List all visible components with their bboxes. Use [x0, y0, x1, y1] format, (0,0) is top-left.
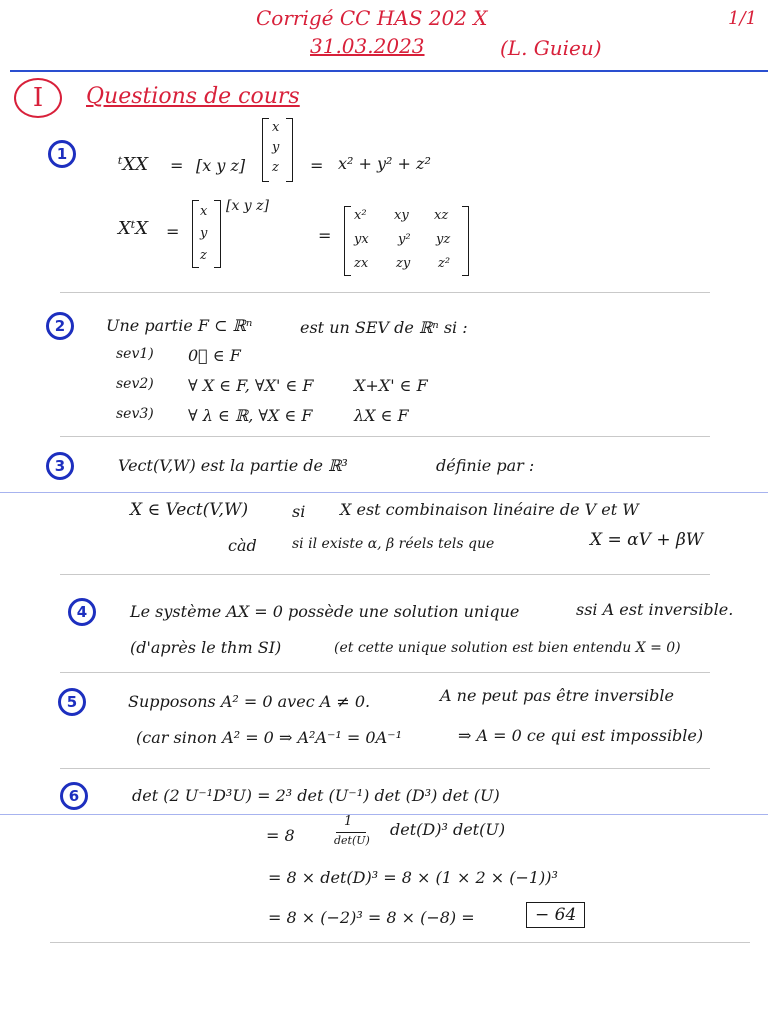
q1-eq-b: =: [310, 156, 324, 175]
divider-q1: [60, 292, 710, 293]
question-1-number: 1: [48, 140, 76, 168]
divider-q4: [60, 672, 710, 673]
q1-row-vector: [x y z]: [196, 156, 246, 175]
q6-line3: = 8 × det(D)³ = 8 × (1 × 2 × (−1))³: [268, 868, 558, 887]
divider-q2: [60, 436, 710, 437]
q6-frac-num: 1: [344, 814, 353, 829]
q1-m31: zx: [354, 256, 369, 271]
q5-line2-b: ⇒ A = 0 ce qui est impossible): [458, 726, 704, 745]
q2-tag-3: sev3): [116, 406, 154, 422]
q2-cond-2: ∀ X ∈ F, ∀X' ∈ F: [188, 376, 314, 395]
q2-cond-1: 0⃗ ∈ F: [188, 346, 241, 365]
q1-eq-d: =: [318, 226, 332, 245]
q3-line2-a: X ∈ Vect(V,W): [130, 500, 249, 520]
q2-tag-1: sev1): [116, 346, 154, 362]
question-3-number: 3: [46, 452, 74, 480]
question-2-number: 2: [46, 312, 74, 340]
q1-col2-x: x: [200, 204, 208, 219]
q3-line3-b: si il existe α, β réels tels que: [292, 536, 495, 552]
q1-lhs: ᵗXX: [118, 154, 149, 175]
q1-result: x² + y² + z²: [338, 154, 431, 173]
q2-cond-3: ∀ λ ∈ ℝ, ∀X ∈ F: [188, 406, 313, 425]
section-numeral: I: [14, 78, 62, 118]
q1-col2-bracket-left: [192, 200, 199, 268]
q2-tag-2: sev2): [116, 376, 154, 392]
q3-line1-a: Vect(V,W) est la partie de ℝ³: [118, 456, 348, 475]
q2-concl-2: X+X' ∈ F: [354, 376, 428, 395]
q6-final-answer: − 64: [526, 902, 585, 928]
header-date: 31.03.2023: [310, 34, 425, 58]
q1-m13: xz: [434, 208, 449, 223]
q5-line1-b: A ne peut pas être inversible: [440, 686, 674, 705]
q3-line1-b: définie par :: [436, 456, 535, 475]
q1-col2-y: y: [200, 226, 208, 241]
q1-row-vector-2: [x y z]: [226, 198, 270, 214]
page-number: 1/1: [728, 8, 757, 29]
page-fold-line-2: [0, 814, 768, 815]
q5-line1-a: Supposons A² = 0 avec A ≠ 0.: [128, 692, 371, 711]
header-title: Corrigé CC HAS 202 X: [256, 6, 488, 30]
q3-line2-c: X est combinaison linéaire de V et W: [340, 500, 639, 519]
page-fold-line-1: [0, 492, 768, 493]
q2-concl-3: λX ∈ F: [354, 406, 409, 425]
q6-line2-b: det(D)³ det(U): [390, 820, 506, 839]
q1-col-x: x: [272, 120, 280, 135]
q3-line3-a: càd: [228, 536, 257, 555]
q1-col-bracket-left: [262, 118, 269, 182]
q1-matrix-bracket-right: [462, 206, 469, 276]
q3-line3-c: X = αV + βW: [590, 530, 704, 550]
q1-col2-z: z: [200, 248, 207, 263]
q1-m33: z²: [438, 256, 451, 271]
q2-intro-a: Une partie F ⊂ ℝⁿ: [106, 316, 253, 335]
q1-m21: yx: [354, 232, 369, 247]
q1-m22: y²: [398, 232, 411, 247]
q1-col-bracket-right: [286, 118, 293, 182]
header-author: (L. Guieu): [500, 36, 602, 60]
q1-m32: zy: [396, 256, 411, 271]
divider-q5: [60, 768, 710, 769]
q4-line1-b: ssi A est inversible.: [576, 600, 734, 619]
q4-line2-a: (d'après le thm SI): [130, 638, 282, 657]
q3-line2-b: si: [292, 502, 306, 521]
question-6-number: 6: [60, 782, 88, 810]
q1-col2-bracket-right: [214, 200, 221, 268]
q4-line1-a: Le système AX = 0 possède une solution unique: [130, 602, 520, 621]
q1-col-y: y: [272, 140, 280, 155]
q6-frac-bar: [336, 832, 366, 833]
q6-line2-a: = 8: [266, 826, 295, 845]
q6-line4: = 8 × (−2)³ = 8 × (−8) =: [268, 908, 475, 927]
header-rule: [10, 70, 768, 72]
q1-eq-c: =: [166, 222, 180, 241]
q1-matrix-bracket-left: [344, 206, 351, 276]
q1-m23: yz: [436, 232, 451, 247]
q1-m12: xy: [394, 208, 409, 223]
section-title: Questions de cours: [86, 84, 300, 109]
q1-lhs-2: XᵗX: [118, 218, 149, 239]
question-5-number: 5: [58, 688, 86, 716]
q2-intro-b: est un SEV de ℝⁿ si :: [300, 318, 468, 337]
q6-line1: det (2 U⁻¹D³U) = 2³ det (U⁻¹) det (D³) det (U): [132, 786, 500, 805]
q6-frac-den: det(U): [334, 834, 370, 847]
q1-col-z: z: [272, 160, 279, 175]
divider-q6: [50, 942, 750, 943]
divider-q3: [60, 574, 710, 575]
q1-m11: x²: [354, 208, 367, 223]
q4-line2-b: (et cette unique solution est bien entendu X = 0): [334, 640, 681, 656]
q5-line2-a: (car sinon A² = 0 ⇒ A²A⁻¹ = 0A⁻¹: [136, 728, 402, 747]
q1-eq-a: =: [170, 156, 184, 175]
question-4-number: 4: [68, 598, 96, 626]
